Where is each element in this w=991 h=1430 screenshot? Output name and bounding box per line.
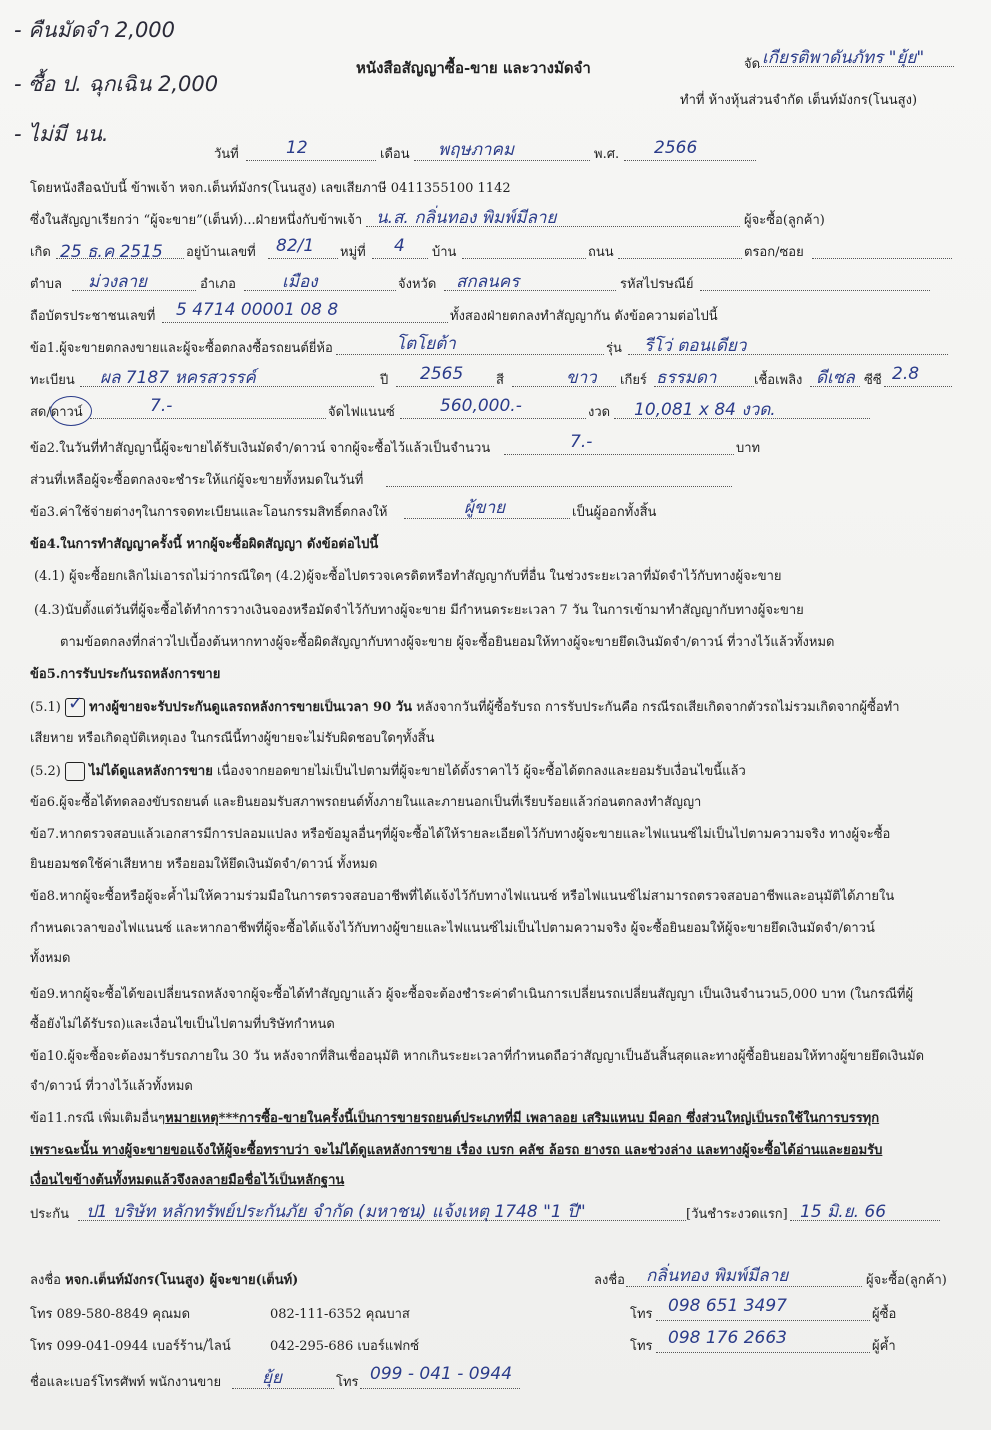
- clause8-line2: กำหนดเวลาของไฟแนนซ์ และหากอาชีพที่ผู้จะซื้อได้แจ้งไว้กับทางผู้ขายและไฟแนนซ์ไม่เป็นไปตามความจริง ผู้จะซื้อยินยอมให้ผู้จะขายยึดเงินมัดจำ/ดาวน์: [30, 921, 875, 936]
- month-value: พฤษภาคม: [438, 140, 515, 160]
- insurance-label: ประกัน: [30, 1207, 69, 1222]
- car-year: 2565: [420, 364, 464, 384]
- document-title: หนังสือสัญญาซื้อ-ขาย และวางมัดจำ: [356, 59, 591, 77]
- clause2-amount: 7.-: [570, 432, 593, 452]
- contact-1: โทร 089-580-8849 คุณมด: [30, 1307, 191, 1322]
- option-52-bold: ไม่ได้ดูแลหลังการขาย: [89, 764, 213, 779]
- staff-tel: 099 - 041 - 0944: [370, 1364, 513, 1384]
- model-label: รุ่น: [606, 341, 622, 356]
- option-52-label: (5.2): [30, 764, 61, 779]
- birth-value: 25 ธ.ค 2515: [60, 242, 163, 262]
- amphoe-value: เมือง: [282, 272, 318, 292]
- clause10-line2: จำ/ดาวน์ ที่วางไว้แล้วทั้งหมด: [30, 1079, 193, 1094]
- clause4-line1: (4.1) ผู้จะซื้อยกเลิกไม่เอารถไม่ว่ากรณีใดๆ (4.2)ผู้จะซื้อไปตรวจเครดิตหรือทำสัญญากับที่อื่น ในช่วงระยะเวลาที่มัดจำไว้กับทางผู้จะขาย: [34, 569, 782, 584]
- guar-tel-suffix: ผู้ค้ำ: [872, 1339, 896, 1354]
- clause6: ข้อ6.ผู้จะซื้อได้ทดลองขับรถยนต์ และยินยอมรับสภาพรถยนต์ทั้งภายในและภายนอกเป็นที่เรียบร้อยแล้วก่อนตกลงทำสัญญา: [30, 795, 702, 810]
- id-value: 5 4714 00001 08 8: [176, 300, 339, 320]
- moo-label: หมู่ที่: [340, 245, 366, 260]
- clause10-line1: ข้อ10.ผู้จะซื้อจะต้องมารับรถภายใน 30 วัน หลังจากที่สินเชื่ออนุมัติ หากเกินระยะเวลาที่กำหนดถือว่าสัญญาเป็นอันสิ้นสุดและทางผู้ซื้อยินยอมให้ทางผู้ขายยึดเงินมัด: [30, 1049, 925, 1064]
- note-2: - ซื้อ ป. ฉุกเฉิน 2,000: [14, 72, 219, 96]
- clause9-line2: ซื้อยังไม่ได้รับรถ)และเงื่อนไขเป็นไปตามที่บริษัทกำหนด: [30, 1017, 335, 1032]
- tambon-value: ม่วงลาย: [88, 272, 147, 292]
- clause11-line1: หมายเหตุ***การซื้อ-ขายในครั้งนี้เป็นการขายรถยนต์ประเภทที่มี เพลาลอย เสริมแหนบ มีคอก ซึ่งส่วนใหญ่เป็นรถใช้ในการบรรทุก: [165, 1111, 880, 1126]
- option-51-label: (5.1): [30, 700, 61, 715]
- birth-label: เกิด: [30, 245, 51, 260]
- house-value: 82/1: [276, 236, 315, 256]
- finance-value: 560,000.-: [440, 396, 522, 416]
- car-brand: โตโยต้า: [396, 334, 456, 354]
- clause7-line2: ยินยอมชดใช้ค่าเสียหาย หรือยอมให้ยึดเงินมัดจำ/ดาวน์ ทั้งหมด: [30, 857, 378, 872]
- staff-name: ยุ้ย: [262, 1368, 282, 1388]
- buyer-suffix: ผู้จะซื้อ(ลูกค้า): [744, 213, 825, 228]
- seller-sign-label: ลงชื่อ: [30, 1273, 61, 1288]
- clause3-who: ผู้ขาย: [464, 498, 506, 518]
- contact-3: โทร 099-041-0944 เบอร์ร้าน/ไลน์: [30, 1339, 231, 1354]
- car-reg: ผล 7187 หครสวรรค์: [100, 368, 256, 388]
- clause3-suffix: เป็นผู้ออกทั้งสิ้น: [572, 505, 657, 520]
- car-gear: ธรรมดา: [656, 368, 717, 388]
- clause5-heading: ข้อ5.การรับประกันรถหลังการขาย: [30, 667, 221, 682]
- option-51-checkbox[interactable]: [65, 693, 85, 717]
- clause1-prefix: ข้อ1.ผู้จะขายตกลงขายและผู้จะซื้อตกลงซื้อรถยนต์ยี่ห้อ: [30, 341, 333, 356]
- clause11-prefix: ข้อ11.กรณี เพิ่มเติมอื่นๆ: [30, 1111, 166, 1126]
- postal-label: รหัสไปรษณีย์: [620, 277, 694, 292]
- car-model: รีโว่ ตอนเดียว: [644, 336, 747, 356]
- house-label: อยู่บ้านเลขที่: [186, 245, 256, 260]
- clause8-line3: ทั้งหมด: [30, 951, 71, 966]
- clause2-rest: ส่วนที่เหลือผู้จะซื้อตกลงจะชำระให้แก่ผู้จะขายทั้งหมดในวันที่: [30, 473, 364, 488]
- down-label: สด/ดาวน์: [30, 405, 83, 420]
- clause3-prefix: ข้อ3.ค่าใช้จ่ายต่างๆในการจดทะเบียนและโอนกรรมสิทธิ์ตกลงให้: [30, 505, 388, 520]
- inst-value: 10,081 x 84 งวด.: [634, 400, 776, 420]
- reg-label: ทะเบียน: [30, 373, 75, 388]
- contact-4: 042-295-686 เบอร์แฟกซ์: [270, 1339, 420, 1354]
- car-fuel: ดีเซล: [816, 368, 855, 388]
- amphoe-label: อำเภอ: [200, 277, 236, 292]
- clause4-line2: (4.3)นับตั้งแต่วันที่ผู้จะซื้อได้ทำการวางเงินจองหรือมัดจำไว้กับทางผู้จะขาย มีกำหนดระยะเวลา 7 วัน ในการเข้ามาทำสัญญากับทางผู้จะขาย: [34, 603, 804, 618]
- note-1: - คืนมัดจำ 2,000: [14, 18, 176, 42]
- place: ทำที่ ห้างหุ้นส่วนจำกัด เต็นท์มังกร(โนนสูง): [680, 93, 918, 108]
- day-label: วันที่: [214, 147, 239, 162]
- buyer-prefix: ซึ่งในสัญญาเรียกว่า “ผู้จะขาย”(เต็นท์)...ฝ่ายหนึ่งกับข้าพเจ้า: [30, 213, 363, 228]
- buyer-sign-suffix: ผู้จะซื้อ(ลูกค้า): [866, 1273, 947, 1288]
- option-52-checkbox[interactable]: [65, 762, 85, 781]
- clause2-prefix: ข้อ2.ในวันที่ทำสัญญานี้ผู้จะขายได้รับเงินมัดจำ/ดาวน์ จากผู้จะซื้อไว้แล้วเป็นจำนวน: [30, 441, 491, 456]
- buyer-tel-label: โทร: [630, 1307, 653, 1322]
- buyer-name: น.ส. กลิ่นทอง พิมพ์มีลาย: [376, 208, 557, 228]
- buyer-tel: 098 651 3497: [668, 1296, 787, 1316]
- guar-tel-label: โทร: [630, 1339, 653, 1354]
- clause8-line1: ข้อ8.หากผู้จะซื้อหรือผู้จะค้ำไม่ให้ความร่วมมือในการตรวจสอบอาชีพที่ได้แจ้งไว้กับทางไฟแนนซ์ หรือไฟแนนซ์ไม่สามารถตรวจสอบอาชีพและอนุมัติได้ภายใน: [30, 889, 895, 904]
- village-label: บ้าน: [432, 245, 457, 260]
- id-suffix: ทั้งสองฝ่ายตกลงทำสัญญากัน ดังข้อความต่อไปนี้: [450, 309, 718, 324]
- province-value: สกลนคร: [456, 272, 520, 292]
- option-51-rest2: เสียหาย หรือเกิดอุบัติเหตุเอง ในกรณีนี้ทางผู้ขายจะไม่รับผิดชอบใดๆทั้งสิ้น: [30, 731, 435, 746]
- staff-tel-label: โทร: [336, 1375, 359, 1390]
- day-value: 12: [286, 138, 308, 158]
- year-value: 2566: [654, 138, 698, 158]
- clause4-line3: ตามข้อตกลงที่กล่าวไปเบื้องต้นหากทางผู้จะซื้อผิดสัญญากับทางผู้จะขาย ผู้จะซื้อยินยอมให้ทางผู้จะขายยึดเงินมัดจำ/ดาวน์ ที่วางไว้แล้วทั้งหมด: [60, 635, 835, 650]
- car-year-label: ปี: [380, 373, 389, 388]
- option-52-rest: เนื่องจากยอดขายไม่เป็นไปตามที่ผู้จะขายได้ตั้งราคาไว้ ผู้จะซื้อได้ตกลงและยอมรับเงื่อนไขนี้แล้ว: [216, 764, 746, 779]
- first-pay-label: [วันชำระงวดแรก]: [686, 1207, 788, 1222]
- contact-2: 082-111-6352 คุณบาส: [270, 1307, 410, 1322]
- insurance-value: ป1 บริษัท หลักทรัพย์ประกันภัย จำกัด (มหาชน) แจ้งเหตุ 1748 "1 ปี": [86, 1202, 586, 1222]
- clause2-unit: บาท: [736, 441, 761, 456]
- road-label: ถนน: [588, 245, 614, 260]
- buyer-sign-label: ลงชื่อ: [594, 1273, 625, 1288]
- car-color: ขาว: [566, 368, 597, 388]
- intro-text: โดยหนังสือฉบับนี้ ข้าพเจ้า หจก.เต็นท์มังกร(โนนสูง) เลขเสียภาษี 0411355100 1142: [30, 181, 511, 196]
- car-cc: 2.8: [892, 364, 920, 384]
- seller-name: หจก.เต็นท์มังกร(โนนสูง) ผู้จะขาย(เต็นท์): [65, 1273, 299, 1288]
- tambon-label: ตำบล: [30, 277, 62, 292]
- month-label: เดือน: [380, 147, 410, 162]
- finance-label: จัดไฟแนนซ์: [328, 405, 395, 420]
- down-value: 7.-: [150, 396, 173, 416]
- soi-label: ตรอก/ซอย: [744, 245, 804, 260]
- down-circle-mark: [50, 396, 92, 426]
- gear-label: เกียร์: [620, 373, 647, 388]
- year-label: พ.ศ.: [594, 147, 620, 162]
- checkmark-icon: ✓: [67, 693, 84, 714]
- clause9-line1: ข้อ9.หากผู้จะซื้อได้ขอเปลี่ยนรถหลังจากผู้จะซื้อได้ทำสัญญาแล้ว ผู้จะซื้อจะต้องชำระค่าดำเนินการเปลี่ยนรถเปลี่ยนสัญญา เป็นเงินจำนวน5,000 บาท (ในกรณีที่ผู้: [30, 987, 914, 1002]
- made-by-value: เกียรติพาดันภัทร "ยุ้ย": [762, 48, 925, 68]
- clause4-heading: ข้อ4.ในการทำสัญญาครั้งนี้ หากผู้จะซื้อผิดสัญญา ดังข้อต่อไปนี้: [30, 537, 379, 552]
- cc-label: ซีซี: [864, 373, 882, 388]
- clause11-line3: เงื่อนไขข้างต้นทั้งหมดแล้วจึงลงลายมือชื่อไว้เป็นหลักฐาน: [30, 1173, 345, 1188]
- first-pay-value: 15 มิ.ย. 66: [800, 1202, 887, 1222]
- staff-label: ชื่อและเบอร์โทรศัพท์ พนักงานขาย: [30, 1375, 222, 1390]
- inst-label: งวด: [588, 405, 611, 420]
- option-51-rest: หลังจากวันที่ผู้ซื้อรับรถ การรับประกันคือ กรณีรถเสียเกิดจากตัวรถไม่รวมเกิดจากผู้ซื้อทำ: [416, 700, 900, 715]
- option-51-bold: ทางผู้ขายจะรับประกันดูแลรถหลังการขายเป็นเวลา 90 วัน: [89, 700, 412, 715]
- color-label: สี: [496, 373, 504, 388]
- made-by-label: จัด: [744, 57, 761, 72]
- buyer-signature: กลิ่นทอง พิมพ์มีลาย: [646, 1266, 789, 1286]
- fuel-label: เชื้อเพลิง: [754, 373, 803, 388]
- id-label: ถือบัตรประชาชนเลขที่: [30, 309, 156, 324]
- moo-value: 4: [394, 236, 405, 256]
- province-label: จังหวัด: [398, 277, 437, 292]
- note-3: - ไม่มี นน.: [14, 122, 109, 146]
- guar-tel: 098 176 2663: [668, 1328, 787, 1348]
- clause11-line2: เพราะฉะนั้น ทางผู้จะขายขอแจ้งให้ผู้จะซื้อทราบว่า จะไม่ได้ดูแลหลังการขาย เรื่อง เบรก คลัช ล้อรถ ยางรถ และช่วงล่าง และทางผู้จะซื้อได้อ่านและยอมรับ: [30, 1143, 883, 1158]
- buyer-tel-suffix: ผู้ซื้อ: [872, 1307, 897, 1322]
- clause7-line1: ข้อ7.หากตรวจสอบแล้วเอกสารมีการปลอมแปลง หรือข้อมูลอื่นๆที่ผู้จะซื้อได้ให้รายละเอียดไว้กับทางผู้จะขายและไฟแนนซ์ไม่เป็นไปตามความจริง ทางผู้จะซื้อ: [30, 827, 891, 842]
